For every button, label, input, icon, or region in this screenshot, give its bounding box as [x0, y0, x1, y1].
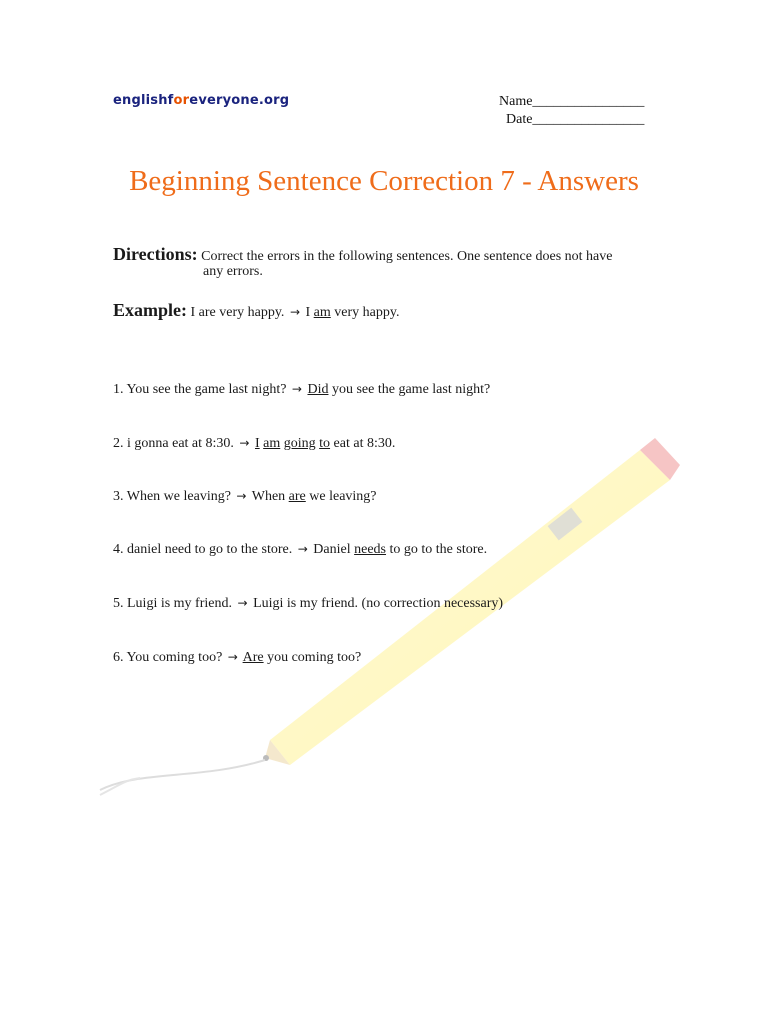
- directions-label: Directions:: [113, 244, 198, 264]
- item-answer-rest: we leaving?: [305, 489, 377, 504]
- item-answer-pre: When: [251, 489, 289, 504]
- example-fixed-correction: am: [313, 305, 331, 320]
- arrow-icon: →: [237, 596, 248, 610]
- arrow-icon: →: [297, 542, 308, 556]
- logo-text-for: or: [173, 93, 190, 108]
- list-item: [113, 650, 361, 666]
- directions-block: [113, 244, 673, 279]
- item-answer-pre: Daniel: [313, 542, 355, 557]
- item-answer-rest: you coming too?: [263, 650, 362, 665]
- arrow-icon: →: [227, 650, 238, 664]
- item-question: 2. i gonna eat at 8:30.: [113, 436, 234, 451]
- list-item: [113, 436, 395, 452]
- item-correction: going: [283, 436, 316, 451]
- item-correction: to: [319, 436, 331, 451]
- item-correction: Are: [242, 650, 264, 665]
- list-item: [113, 382, 490, 398]
- arrow-icon: →: [236, 489, 247, 503]
- item-correction: are: [288, 489, 306, 504]
- item-correction: needs: [354, 542, 387, 557]
- site-logo[interactable]: [113, 93, 289, 108]
- item-answer-rest: to go to the store.: [386, 542, 488, 557]
- list-item: [113, 596, 503, 612]
- item-correction: am: [263, 436, 281, 451]
- pencil-illustration: [80, 420, 680, 820]
- arrow-icon: →: [291, 382, 302, 396]
- date-field-label: Date________________: [506, 112, 645, 127]
- example-wrong-sentence: I are very happy.: [190, 305, 285, 320]
- name-field-label: Name________________: [499, 94, 645, 109]
- page-title: Beginning Sentence Correction 7 - Answers: [129, 165, 639, 197]
- directions-text-line1: Correct the errors in the following sentences. One sentence does not have: [201, 249, 613, 264]
- example-block: [113, 300, 399, 321]
- directions-text-line2: any errors.: [203, 264, 263, 279]
- item-answer-rest: eat at 8:30.: [330, 436, 396, 451]
- example-fixed-pre: I: [305, 305, 314, 320]
- example-label: Example:: [113, 300, 187, 320]
- logo-text-english: englishf: [113, 93, 174, 108]
- item-question: 6. You coming too?: [113, 650, 223, 665]
- item-answer-rest: you see the game last night?: [328, 382, 491, 397]
- item-correction: Did: [307, 382, 329, 397]
- item-question: 3. When we leaving?: [113, 489, 231, 504]
- arrow-icon: →: [289, 305, 300, 319]
- item-question: 4. daniel need to go to the store.: [113, 542, 293, 557]
- example-fixed-post: very happy.: [330, 305, 400, 320]
- list-item: [113, 542, 487, 558]
- list-item: [113, 489, 377, 505]
- item-question: 1. You see the game last night?: [113, 382, 287, 397]
- item-correction: I: [254, 436, 260, 451]
- item-question: 5. Luigi is my friend.: [113, 596, 232, 611]
- item-answer: Luigi is my friend. (no correction necessary): [253, 596, 504, 611]
- logo-text-everyone: everyone.org: [189, 93, 290, 108]
- arrow-icon: →: [239, 436, 250, 450]
